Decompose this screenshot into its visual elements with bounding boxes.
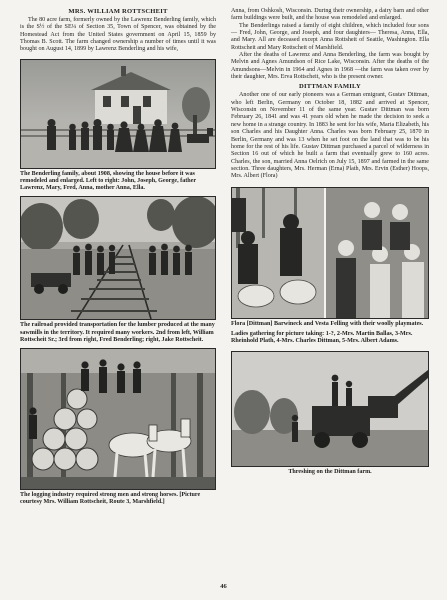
page-number: 46 bbox=[220, 583, 227, 590]
farmhouse-photo bbox=[20, 59, 216, 169]
railroad-caption: The railroad provided transportation for the lumber produced at the many sawmills in the territory. It required many workers. 2nd from left, William Rottscheit Sr.; 3rd from right, Fred Benderling; right, Jake Rottscheit. bbox=[20, 322, 215, 343]
dittman-heading: DITTMAN FAMILY bbox=[299, 83, 361, 91]
railroad-photo bbox=[20, 196, 216, 320]
women-photo bbox=[231, 187, 429, 319]
rottscheit-paragraph: The 80 acre farm, formerly owned by the Lawrenz Benderling family, which is the S½ of the SE¼ of Section 35, Town of Spencer, was obtained by the Homestead Act from the United States government on April 15, 1859 by Thomas B. Scott. The farm changed ownership a number of times until it was bought on August 14, 1899 by Lawrenz Benderling and his wife, bbox=[20, 17, 216, 53]
rottscheit-continued-paragraph-1: Anna, from Oshkosh, Wisconsin. During their ownership, a dairy barn and other farm buildings were built, and the house was remodeled and enlarged. bbox=[231, 8, 429, 22]
farmhouse-caption: The Benderling family, about 1908, showing the house before it was remodeled and enlarged. Left to right: John, Joseph, George, father Lawrenz, Mary, Fred, Anna, mother Anna, Ella. bbox=[20, 170, 196, 192]
left-column bbox=[20, 8, 216, 506]
women-caption-2: Ladies gathering for picture taking: 1-?, 2-Mrs. Martin Ballas, 3-Mrs. Rheinhold Plath, 4-Mrs. Charles Dittman, 5-Mrs. Albert Adams. bbox=[231, 330, 413, 344]
rottscheit-continued-paragraph-2: The Benderlings raised a family of eight children, which included four sons— Fred, John, George, and Joseph, and four daughters— Theresa, Anna, Ella, and Mary. All are deceased except Anna Rottsheit of Seattle, Washington. Ella Rottscheit and Mary Rottscheit of Marshfield. bbox=[231, 22, 429, 51]
right-column bbox=[231, 8, 429, 476]
rottscheit-continued-paragraph-3: After the deaths of Lawrenz and Anna Benderling, the farm was bought by Melvin and Agnes Amundson of Rice Lake, Wisconsin. After the deaths of the Amundsons—Melvin in 1964 and Agnes in 1968 —the farm was taken over by their daughter, Mrs. Erva Rottscheit, who is the present owner. bbox=[231, 52, 429, 81]
threshing-photo bbox=[231, 351, 429, 467]
women-caption-1: Flora [Dittman] Barwineck and Vesta Felling with their woolly playmates. bbox=[231, 320, 424, 327]
rottscheit-heading: MRS. WILLIAM ROTTSCHEIT bbox=[68, 8, 168, 15]
logging-caption: The logging industry required strong men and strong horses. [Picture courtesy Mrs. William Rottscheit, Route 3, Marshfield.] bbox=[20, 491, 201, 506]
logging-photo bbox=[20, 348, 216, 490]
threshing-caption: Threshing on the Dittman farm. bbox=[288, 469, 372, 476]
dittman-paragraph: Another one of our early pioneers was a German emigrant, Gustav Dittman, who left Berlin, Germany on October 18, 1882 and arrived at Spencer, Wisconsin on November 11 of the same year. Gustav Dittman was born February 26, 1841 and was 41 years old when he made the decision to seek a new home in a strange country. In 1883 he sent for his wife, Maria Elizabeth, his son Charles and his Daughter Anna. Charles was born February 25, 1870 in Berlin, Germany and was 13 when he set foot on the land that was to be his home for the rest of his life. Gustav Dittman purchased a parcel of wilderness in Section 16 out of which he built a farm that eventually grew to 160 acres. Charles, the son, married Anna Oelrich on July 15, 1897 and farmed in the same section. Three daughters, Mrs. Herman (Erna) Plath, Mrs. Ervin (Esther) Hoops, Mrs. Albert (Flora) bbox=[231, 92, 429, 180]
